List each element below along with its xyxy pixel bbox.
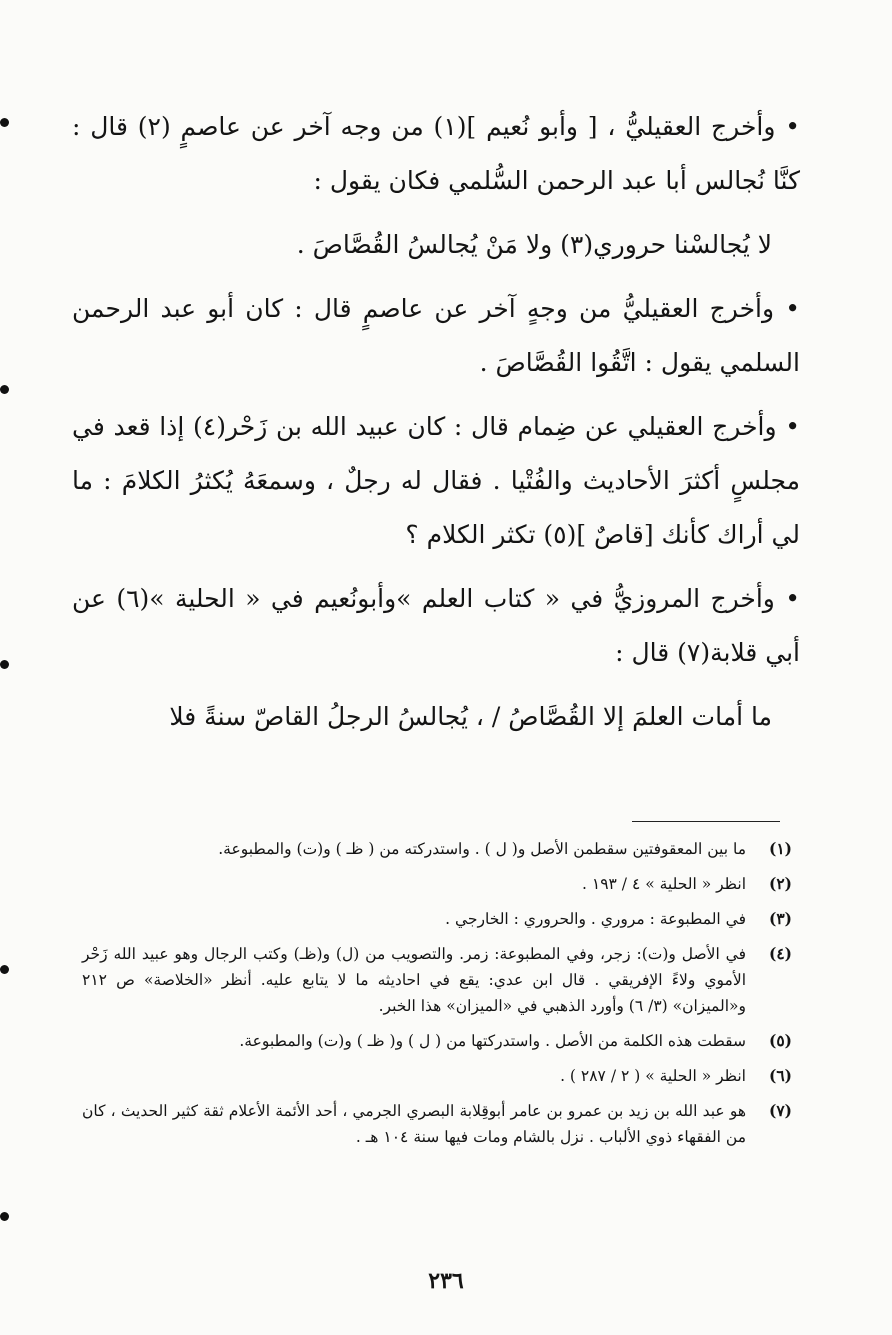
margin-mark bbox=[0, 1212, 9, 1221]
main-text bbox=[72, 100, 800, 754]
footnotes bbox=[82, 836, 792, 1159]
footnote-number: (٢) bbox=[768, 874, 792, 893]
footnote-1 bbox=[82, 836, 792, 862]
footnote-6 bbox=[82, 1063, 792, 1089]
footnote-number: (٤) bbox=[768, 944, 792, 963]
footnote-number: (٥) bbox=[768, 1031, 792, 1050]
footnote-2 bbox=[82, 871, 792, 897]
quote-sulami: لا يُجالسْنا حروري(٣) ولا مَنْ يُجالسُ القُصَّاصَ . bbox=[296, 230, 772, 259]
paragraph-aqili-other: • وأخرج العقيليُّ من وجهٍ آخر عن عاصمٍ قال : كان أبو عبد الرحمن السلمي يقول : اتَّقُوا القُصَّاصَ . bbox=[72, 294, 800, 377]
footnote-number: (٧) bbox=[768, 1101, 792, 1120]
footnote-text: سقطت هذه الكلمة من الأصل . واستدركتها من ( ل ) و( ظـ ) و(ت) والمطبوعة. bbox=[239, 1032, 746, 1050]
footnote-text: انظر « الحلية » ( ٢ / ٢٨٧ ) . bbox=[560, 1067, 746, 1085]
margin-mark bbox=[0, 118, 9, 127]
footnote-5 bbox=[82, 1028, 792, 1054]
footnote-number: (١) bbox=[768, 839, 792, 858]
footnote-text: في الأصل و(ت): زجر، وفي المطبوعة: زمر. والتصويب من (ل) و(ظـ) وكتب الرجال وهو عبيد الله زَحْر الأموي ولاءً الإفريقي . قال ابن عدي: يقع في احاديثه ما لا يتابع عليه. أنظر «الخلاصة» ص ٢١٢ و«الميزان» (٣/ ٦) وأورد الذهبي في «الميزان» هذا الخبر. bbox=[82, 945, 746, 1015]
footnote-4 bbox=[82, 941, 792, 1019]
footnote-7 bbox=[82, 1098, 792, 1150]
page-number: ٢٣٦ bbox=[428, 1268, 464, 1294]
quote-abu-qilaba: ما أمات العلمَ إلا القُصَّاصُ / ، يُجالسُ الرجلُ القاصّ سنةً فلا bbox=[169, 702, 772, 731]
paragraph-dimam: • وأخرج العقيلي عن ضِمام قال : كان عبيد الله بن زَحْر(٤) إذا قعد في مجلسٍ أكثرَ الأحاديث والفُتْيا . فقال له رجلٌ ، وسمعَهُ يُكثرُ الكلامَ : ما لي أراك كأنك [قاصٌ ](٥) تكثر الكلام ؟ bbox=[72, 412, 801, 549]
footnote-text: هو عبد الله بن زيد بن عمرو بن عامر أبوقِلابة البصري الجرمي ، أحد الأئمة الأعلام ثقة كثير الحديث ، كان من الفقهاء ذوي الألباب . نزل بالشام ومات فيها سنة ١٠٤ هـ . bbox=[82, 1102, 746, 1146]
paragraph-marwazi: • وأخرج المروزيُّ في « كتاب العلم »وأبونُعيم في « الحلية »(٦) عن أبي قلابة(٧) قال : bbox=[72, 584, 800, 667]
footnote-text: في المطبوعة : مروري . والحروري : الخارجي . bbox=[445, 910, 746, 928]
footnote-3 bbox=[82, 906, 792, 932]
footnote-text: ما بين المعقوفتين سقطمن الأصل و( ل ) . واستدركته من ( ظـ ) و(ت) والمطبوعة. bbox=[218, 840, 746, 858]
margin-mark bbox=[0, 385, 9, 394]
margin-mark bbox=[0, 660, 9, 669]
margin-mark bbox=[0, 965, 9, 974]
footnote-number: (٣) bbox=[768, 909, 792, 928]
paragraph-aqili-asim: • وأخرج العقيليُّ ، [ وأبو نُعيم ](١) من وجه آخر عن عاصمٍ (٢) قال : كنَّا نُجالس أبا عبد الرحمن السُّلمي فكان يقول : bbox=[72, 112, 800, 195]
footnote-separator bbox=[632, 821, 780, 822]
footnote-text: انظر « الحلية » ٤ / ١٩٣ . bbox=[582, 875, 746, 893]
footnote-number: (٦) bbox=[768, 1066, 792, 1085]
